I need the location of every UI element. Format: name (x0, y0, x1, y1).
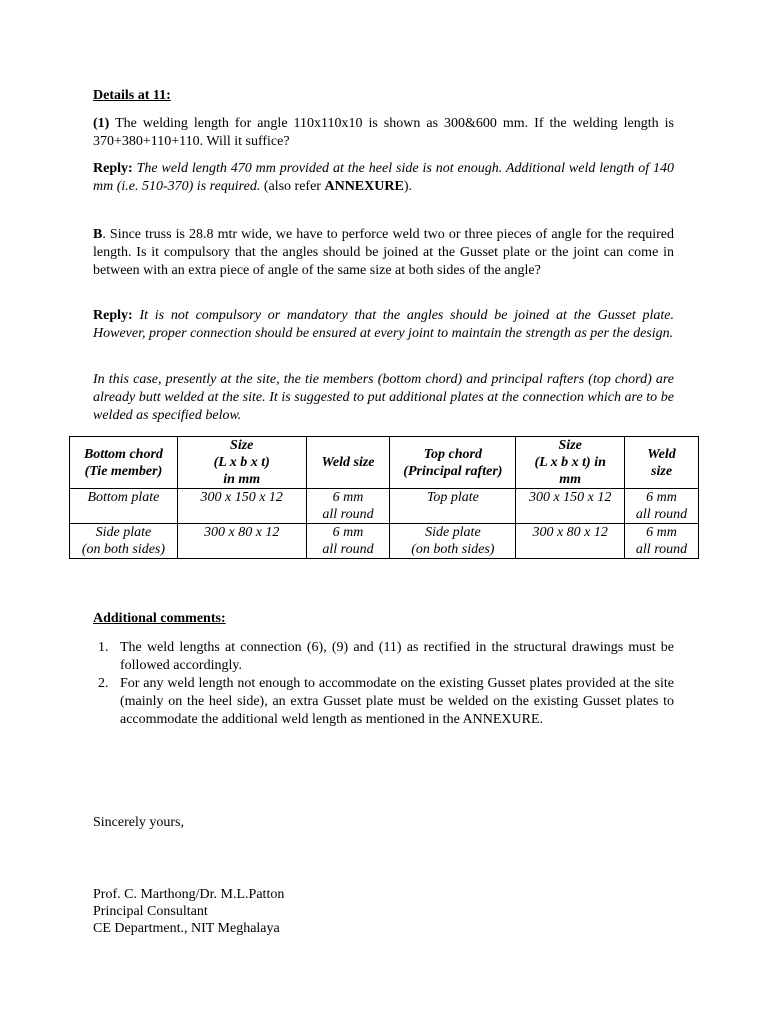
table-cell: 6 mm all round (625, 489, 699, 524)
annexure-ref: ANNEXURE (324, 179, 404, 194)
table-cell: Side plate (on both sides) (390, 524, 516, 559)
table-cell: 6 mm all round (306, 524, 390, 559)
list-item-number: 2. (98, 676, 109, 691)
question-1-number: (1) (93, 116, 110, 131)
comments-list (93, 639, 674, 729)
table-header-row (70, 437, 699, 489)
table-cell: 300 x 80 x 12 (177, 524, 306, 559)
header-top-chord: Top chord (Principal rafter) (390, 437, 516, 489)
reply-b (93, 307, 674, 343)
header-size-top: Size (L x b x t) in mm (516, 437, 625, 489)
additional-comments-heading: Additional comments: (93, 611, 226, 626)
table-cell: 6 mm all round (306, 489, 390, 524)
weld-plate-table (69, 436, 699, 559)
question-b (93, 226, 674, 280)
list-item (93, 675, 674, 729)
list-item-text: For any weld length not enough to accommodate on the existing Gusset plates provided at the site (mainly on the heel side), an extra Gusset plate must be welded on the existing Gusset plates to accommodate the additional weld length as mentioned in the ANNEXURE. (120, 676, 674, 727)
table-row (70, 489, 699, 524)
header-size-bottom: Size (L x b x t) in mm (177, 437, 306, 489)
list-item (93, 639, 674, 675)
list-item-number: 1. (98, 640, 109, 655)
question-1-text: The welding length for angle 110x110x10 is shown as 300&600 mm. If the welding length is 370+380+110+110. Will it suffice? (93, 116, 674, 149)
signature-names: Prof. C. Marthong/Dr. M.L.Patton (93, 887, 285, 902)
reply-1-tail: (also refer (260, 179, 325, 194)
reply-1-label: Reply: (93, 161, 133, 176)
table-cell: Side plate (on both sides) (70, 524, 178, 559)
header-weld-size-top: Weld size (625, 437, 699, 489)
signature-department: CE Department., NIT Meghalaya (93, 921, 280, 936)
table-cell: 300 x 80 x 12 (516, 524, 625, 559)
question-1 (93, 115, 674, 151)
signature-title: Principal Consultant (93, 904, 208, 919)
closing: Sincerely yours, (93, 815, 184, 830)
header-weld-size-bottom: Weld size (306, 437, 390, 489)
reply-1-text: The weld length 470 mm provided at the heel side is not enough. Additional weld length of 140 mm (i.e. 510-370) is required. (93, 161, 674, 194)
table-cell: Bottom plate (70, 489, 178, 524)
question-b-number: B (93, 227, 103, 242)
reply-b-text: It is not compulsory or mandatory that the angles should be joined at the Gusset plate. However, proper connection should be ensured at every joint to maintain the strength as per the design. (93, 308, 674, 341)
table-cell: 300 x 150 x 12 (177, 489, 306, 524)
table-cell: 300 x 150 x 12 (516, 489, 625, 524)
table-row (70, 524, 699, 559)
reply-b-label: Reply: (93, 308, 133, 323)
table-cell: Top plate (390, 489, 516, 524)
reply-b-paragraph-2: In this case, presently at the site, the tie members (bottom chord) and principal rafters (top chord) are already butt welded at the site. It is suggested to put additional plates at the connection which are to be welded as specified below. (93, 372, 674, 423)
reply-1-tail-end: ). (403, 179, 412, 194)
details-heading: Details at 11: (93, 88, 171, 103)
header-bottom-chord: Bottom chord (Tie member) (70, 437, 178, 489)
question-b-text: . Since truss is 28.8 mtr wide, we have to perforce weld two or three pieces of angle for the required length. Is it compulsory that the angles should be joined at the Gusset plate or the joint can come in between with an extra piece of angle of the same size at both sides of the angle? (93, 227, 674, 278)
reply-1 (93, 160, 674, 196)
list-item-text: The weld lengths at connection (6), (9) and (11) as rectified in the structural drawings must be followed accordingly. (120, 640, 674, 673)
table-cell: 6 mm all round (625, 524, 699, 559)
